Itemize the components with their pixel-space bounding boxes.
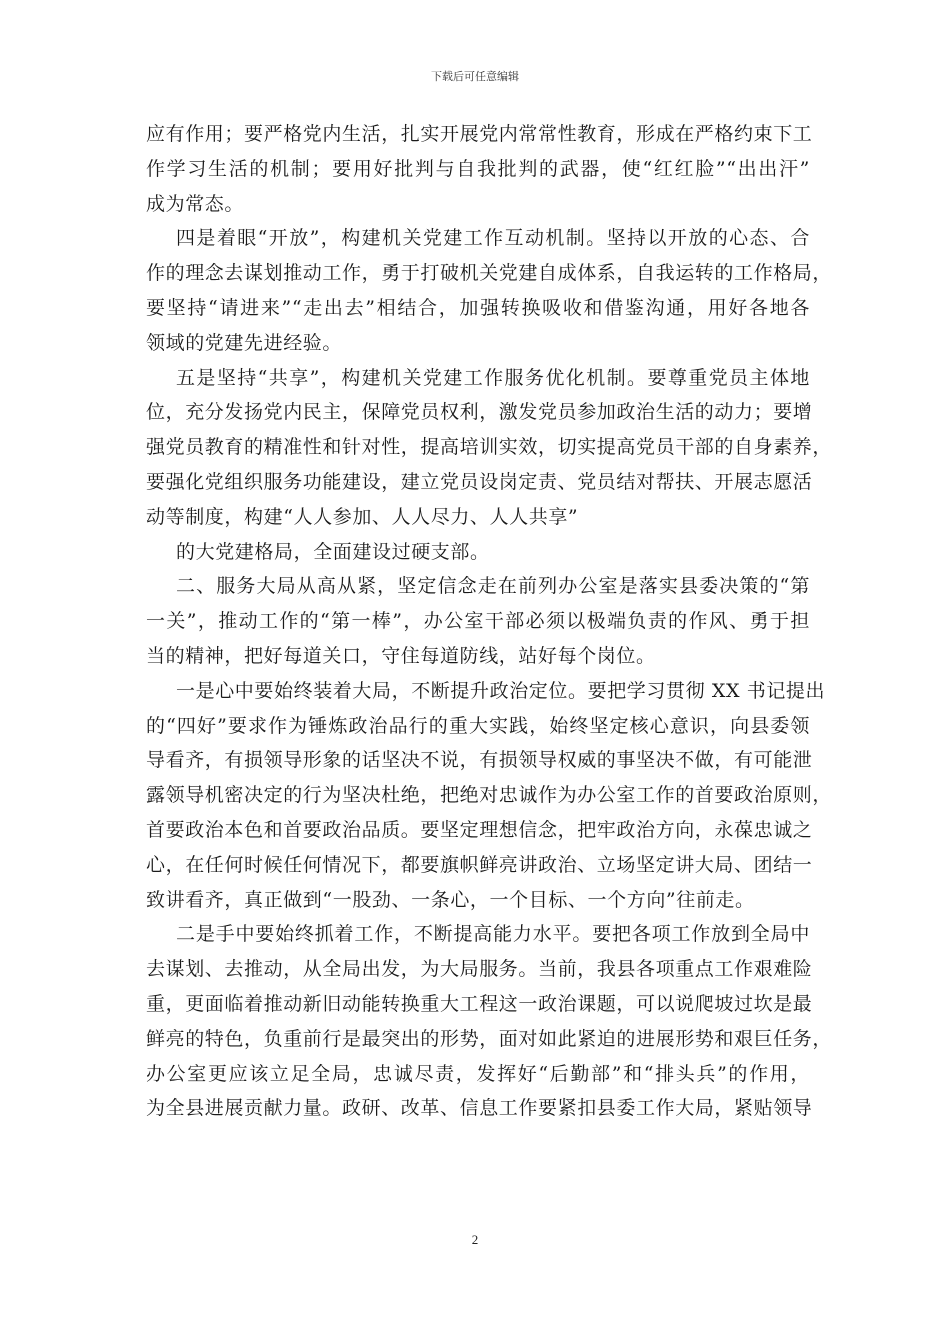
- text-line: 五是坚持“共享”，构建机关党建工作服务优化机制。要尊重党员主体地: [176, 366, 810, 389]
- text-line: 导看齐，有损领导形象的话坚决不说，有损领导权威的事坚决不做，有可能泄: [146, 749, 813, 772]
- text-line: 心，在任何时候任何情况下，都要旗帜鲜亮讲政治、立场坚定讲大局、团结一: [146, 853, 813, 876]
- text-line: 位，充分发扬党内民主，保障党员权利，激发党员参加政治生活的动力；要增: [146, 401, 813, 424]
- text-line: 重，更面临着推动新旧动能转换重大工程这一政治课题，可以说爬坡过坎是最: [146, 992, 813, 1015]
- text-line: 首要政治本色和首要政治品质。要坚定理想信念，把牢政治方向，永葆忠诚之: [146, 818, 813, 841]
- text-line: 要坚持“请进来”“走出去”相结合，加强转换吸收和借鉴沟通，用好各地各: [146, 296, 810, 319]
- text-line: 二、服务大局从高从紧，坚定信念走在前列办公室是落实县委决策的“第: [176, 575, 810, 598]
- text-line: 当的精神，把好每道关口，守住每道防线，站好每个岗位。: [146, 644, 656, 667]
- text-line: 要强化党组织服务功能建设，建立党员设岗定责、党员结对帮扶、开展志愿活: [146, 470, 813, 493]
- text-line: 作学习生活的机制；要用好批判与自我批判的武器，使“红红脸”“出出汗”: [146, 157, 810, 180]
- text-line: 办公室更应该立足全局，忠诚尽责，发挥好“后勤部”和“排头兵”的作用，: [146, 1062, 810, 1085]
- text-line: 一关”，推动工作的“第一棒”，办公室干部必须以极端负责的作风、勇于担: [146, 610, 810, 633]
- text-line: 一是心中要始终装着大局，不断提升政治定位。要把学习贯彻 XX 书记提出: [176, 679, 826, 702]
- page-header: 下载后可任意编辑: [431, 70, 519, 83]
- text-line: 为全县进展贡献力量。政研、改革、信息工作要紧扣县委工作大局，紧贴领导: [146, 1097, 813, 1120]
- text-line: 应有作用；要严格党内生活，扎实开展党内常常性教育，形成在严格约束下工: [146, 123, 813, 145]
- text-line: 致讲看齐，真正做到“一股劲、一条心，一个目标、一个方向”往前走。: [146, 888, 755, 911]
- text-line: 领域的党建先进经验。: [146, 331, 343, 354]
- text-line: 的大党建格局，全面建设过硬支部。: [176, 540, 490, 563]
- text-line: 作的理念去谋划推动工作，勇于打破机关党建自成体系，自我运转的工作格局，: [146, 262, 833, 285]
- text-line: 二是手中要始终抓着工作，不断提高能力水平。要把各项工作放到全局中: [176, 923, 810, 946]
- text-line: 露领导机密决定的行为坚决杜绝，把绝对忠诚作为办公室工作的首要政治原则，: [146, 784, 833, 807]
- document-body: [146, 117, 833, 1126]
- text-line: 动等制度，构建“人人参加、人人尽力、人人共享”: [146, 505, 579, 528]
- text-line: 去谋划、去推动，从全局出发，为大局服务。当前，我县各项重点工作艰难险: [146, 958, 813, 981]
- text-line: 的“四好”要求作为锤炼政治品行的重大实践，始终坚定核心意识，向县委领: [146, 714, 810, 737]
- page-number: 2: [471, 1232, 479, 1247]
- text-line: 鲜亮的特色，负重前行是最突出的形势，面对如此紧迫的进展形势和艰巨任务，: [146, 1027, 833, 1050]
- text-line: 成为常态。: [146, 192, 245, 215]
- text-line: 四是着眼“开放”，构建机关党建工作互动机制。坚持以开放的心态、合: [176, 227, 810, 250]
- text-line: 强党员教育的精准性和针对性，提高培训实效，切实提高党员干部的自身素养，: [146, 436, 833, 459]
